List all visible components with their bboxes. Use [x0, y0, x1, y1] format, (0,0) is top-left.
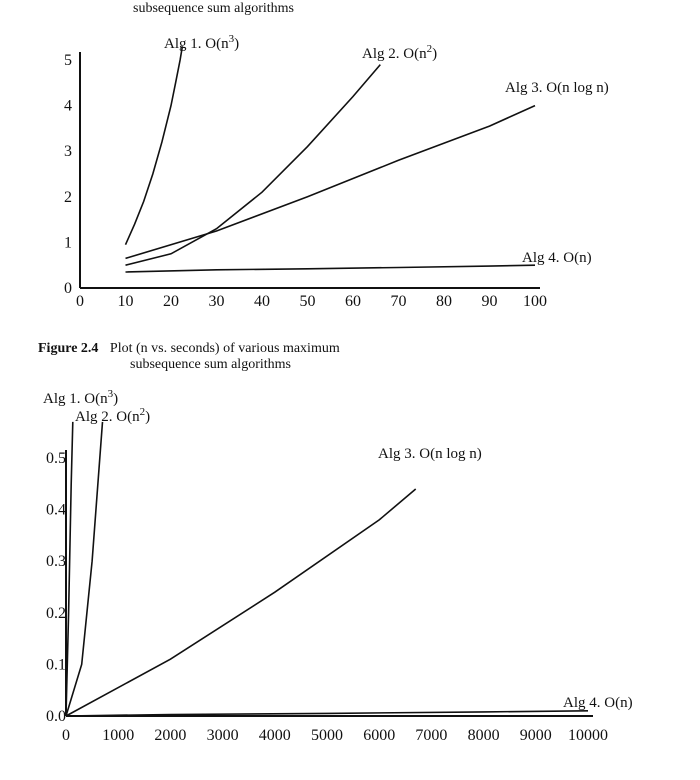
series-label-text: Alg 4. O(n) [563, 695, 633, 711]
series-label-alg-4 [563, 695, 633, 711]
series-label-exponent: 2 [139, 406, 146, 418]
x-tick-label: 70 [390, 293, 407, 310]
figure-label: Figure 2.4 [38, 341, 99, 356]
series-line-alg-3 [66, 489, 416, 716]
series-label-text: Alg 1. O(n [164, 36, 229, 52]
x-tick-label: 1000 [102, 727, 135, 744]
series-label-alg-2 [75, 406, 150, 425]
series-label-alg-3 [378, 446, 482, 462]
x-tick-label: 80 [436, 293, 452, 310]
x-tick-label: 2000 [154, 727, 187, 744]
caption-line-1: Plot (n vs. seconds) of various maximum [109, 341, 340, 356]
top-caption-fragment: subsequence sum algorithms [133, 1, 294, 16]
series-label-text: Alg 3. O(n log n) [505, 80, 609, 96]
y-tick-label: 3 [64, 143, 72, 161]
x-tick-label: 4000 [258, 727, 291, 744]
caption-line-2: subsequence sum algorithms [130, 357, 291, 372]
series-label-exponent: 2 [426, 43, 433, 55]
x-tick-label: 40 [254, 293, 270, 310]
y-tick-label: 2 [64, 188, 72, 206]
x-tick-label: 90 [481, 293, 498, 310]
y-tick-label: 0.0 [46, 708, 66, 725]
y-tick-label: 1 [64, 234, 72, 252]
series-label-close: ) [432, 46, 438, 62]
series-label-text: Alg 2. O(n [362, 46, 427, 62]
x-tick-label: 0 [76, 293, 84, 310]
x-tick-label: 5000 [311, 727, 343, 744]
series-label-alg-1 [43, 388, 118, 407]
y-tick-label: 0.3 [46, 553, 66, 571]
series-label-text: Alg 2. O(n [75, 409, 140, 425]
y-tick-label: 0.5 [46, 450, 66, 467]
x-tick-label: 100 [523, 293, 547, 310]
series-label-text: Alg 3. O(n log n) [378, 446, 482, 462]
x-tick-label: 6000 [363, 727, 396, 744]
y-tick-label: 4 [64, 97, 72, 115]
x-tick-label: 0 [62, 727, 70, 744]
series-label-close: ) [113, 391, 119, 407]
y-tick-label: 0.1 [46, 656, 66, 674]
x-tick-label: 9000 [519, 727, 552, 744]
y-tick-label: 0.2 [46, 604, 66, 622]
series-label-close: ) [145, 409, 151, 425]
y-tick-label: 0.4 [46, 501, 66, 519]
x-tick-label: 20 [163, 293, 179, 310]
series-line-alg-1 [66, 422, 73, 716]
series-label-text: Alg 1. O(n [43, 391, 108, 407]
x-tick-label: 50 [299, 293, 316, 310]
y-tick-label: 0 [64, 280, 72, 297]
x-tick-label: 8000 [467, 727, 500, 744]
x-tick-label: 30 [208, 293, 225, 310]
x-tick-label: 60 [345, 293, 361, 310]
series-label-close: ) [234, 36, 240, 52]
x-tick-label: 3000 [206, 727, 239, 744]
x-tick-label: 7000 [415, 727, 448, 744]
series-label-text: Alg 4. O(n) [522, 250, 592, 266]
series-label-exponent: 3 [107, 388, 114, 400]
x-tick-label: 10 [117, 293, 134, 310]
x-tick-label: 10000 [568, 727, 608, 744]
y-tick-label: 5 [64, 52, 72, 69]
series-label-exponent: 3 [228, 33, 235, 45]
